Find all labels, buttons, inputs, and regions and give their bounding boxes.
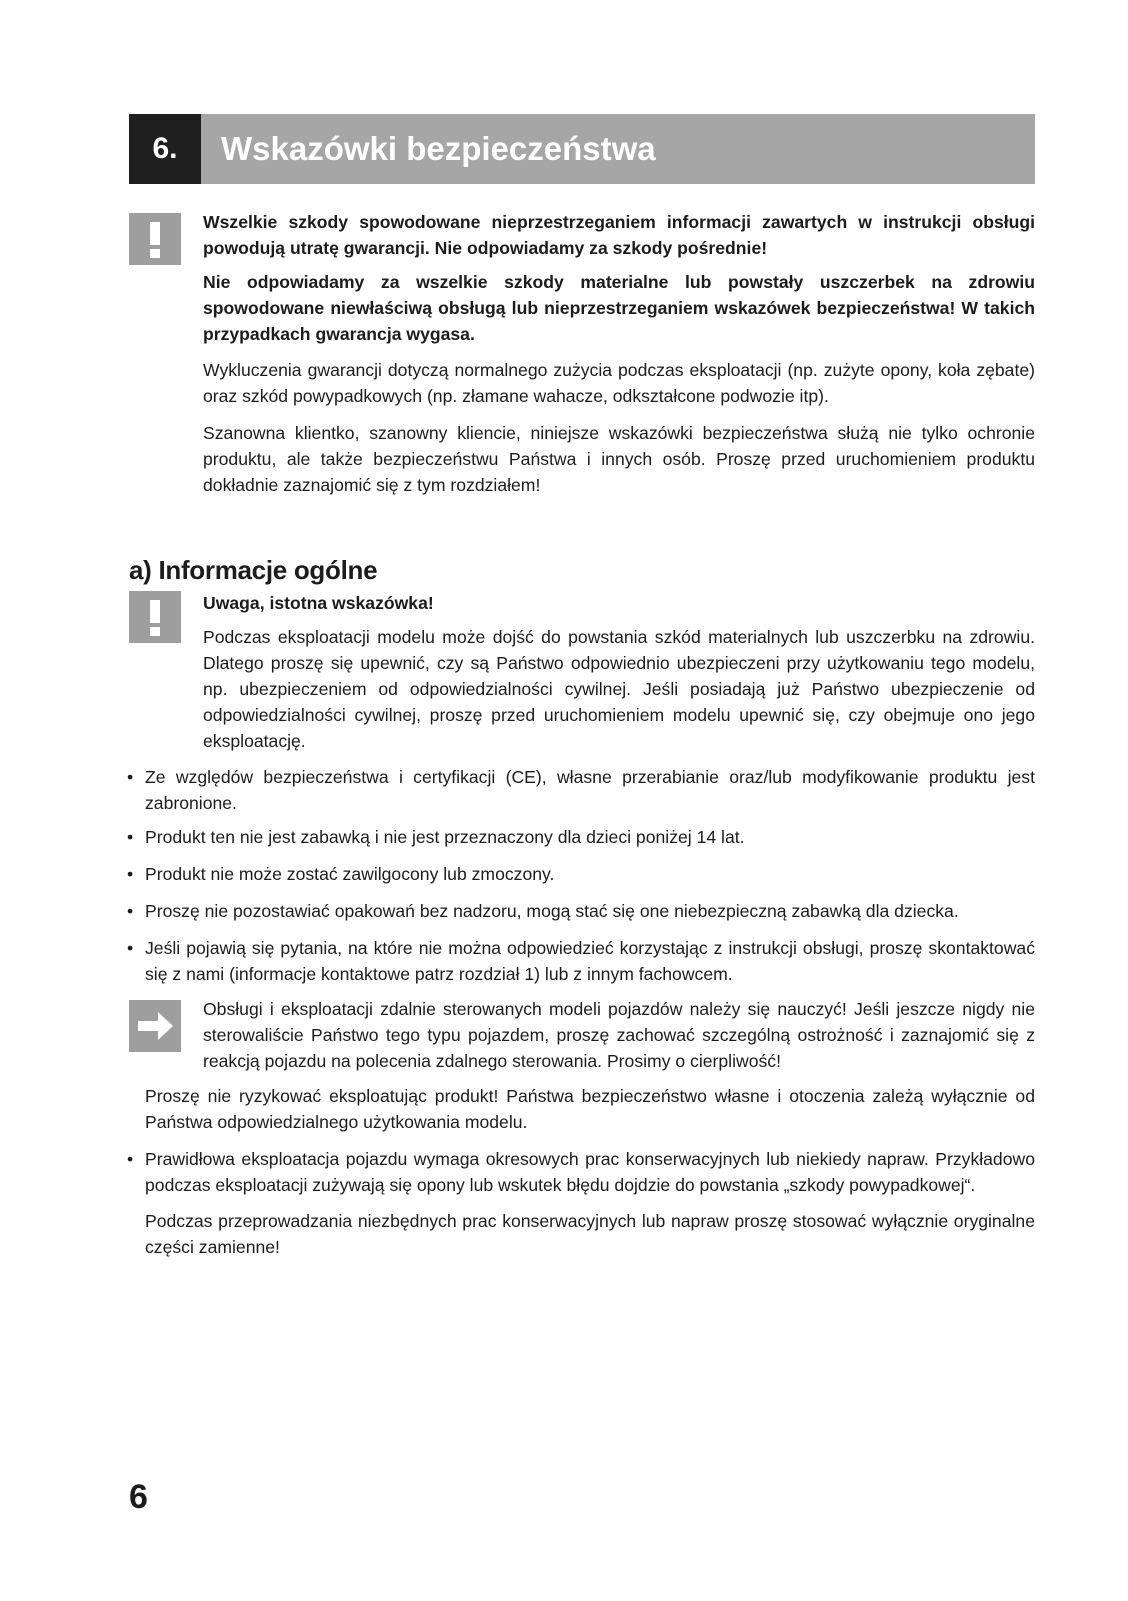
list-item bbox=[127, 861, 1035, 887]
bullet-marker: • bbox=[127, 827, 134, 847]
list-item bbox=[127, 935, 1035, 987]
list-item-text: Proszę nie pozostawiać opakowań bez nadzoru, mogą stać się one niebezpieczną zabawką dla dziecka. bbox=[145, 901, 959, 921]
bullet-marker: • bbox=[127, 1149, 134, 1169]
warranty-loss-paragraph: Wszelkie szkody spowodowane nieprzestrzeganiem informacji zawartych w instrukcji obsługi powodują utratę gwarancji. Nie odpowiadamy za szkody pośrednie! bbox=[203, 212, 1035, 258]
spare-parts-paragraph: Podczas przeprowadzania niezbędnych prac konserwacyjnych lub napraw proszę stosować wyłącznie oryginalne części zamienne! bbox=[145, 1211, 1035, 1257]
exclamation-icon bbox=[129, 591, 181, 643]
bullet-marker: • bbox=[127, 767, 134, 787]
bullet-marker: • bbox=[127, 901, 134, 921]
exclamation-icon bbox=[129, 213, 181, 265]
customer-address-paragraph: Szanowna klientko, szanowny kliencie, niniejsze wskazówki bezpieczeństwa służą nie tylko ochronie produktu, ale także bezpieczeństwu Państwa i innych osób. Proszę przed uruchomieniem produktu dokładnie zaznajomić się z tym rozdziałem! bbox=[203, 423, 1035, 495]
page-number: 6 bbox=[129, 1478, 148, 1516]
important-note-title: Uwaga, istotna wskazówka! bbox=[203, 593, 434, 613]
subsection-heading: a) Informacje ogólne bbox=[129, 555, 378, 585]
list-item-text: Prawidłowa eksploatacja pojazdu wymaga okresowych prac konserwacyjnych lub niekiedy napraw. Przykładowo podczas eksploatacji zużywają się opony lub wskutek błędu dojdzie do powstania „szkody powypadkowej“. bbox=[145, 1149, 1035, 1195]
list-item-text: Ze względów bezpieczeństwa i certyfikacji (CE), własne przerabianie oraz/lub modyfikowanie produktu jest zabronione. bbox=[145, 767, 1035, 813]
liability-paragraph: Nie odpowiadamy za wszelkie szkody materialne lub powstały uszczerbek na zdrowiu spowodowane niewłaściwą obsługą lub nieprzestrzeganiem wskazówek bezpieczeństwa! W takich przypadkach gwarancja wygasa. bbox=[203, 272, 1035, 344]
section-title: Wskazówki bezpieczeństwa bbox=[201, 114, 1035, 184]
section-number: 6. bbox=[129, 114, 201, 184]
driving-tip-paragraph: Obsługi i eksploatacji zdalnie sterowanych modeli pojazdów należy się nauczyć! Jeśli jeszcze nigdy nie sterowaliście Państwo tego typu pojazdem, proszę zachować szczególną ostrożność i zaznajomić się z reakcją pojazdu na polecenia zdalnego sterowania. Prosimy o cierpliwość! bbox=[203, 999, 1035, 1071]
risk-paragraph: Proszę nie ryzykować eksploatując produkt! Państwa bezpieczeństwo własne i otoczenia zależą wyłącznie od Państwa odpowiedzialnego użytkowania modelu. bbox=[145, 1086, 1035, 1132]
list-item bbox=[127, 824, 1035, 850]
section-header bbox=[129, 114, 1035, 184]
list-item bbox=[127, 898, 1035, 924]
list-item bbox=[127, 1146, 1035, 1198]
insurance-paragraph: Podczas eksploatacji modelu może dojść do powstania szkód materialnych lub uszczerbku na zdrowiu. Dlatego proszę się upewnić, czy są Państwo odpowiednio ubezpieczeni przy użytkowaniu tego modelu, np. ubezpieczeniem od odpowiedzialności cywilnej. Jeśli posiadają już Państwo ubezpieczenie od odpowiedzialności cywilnej, proszę przed uruchomieniem modelu upewnić się, czy obejmuje ono jego eksploatację. bbox=[203, 627, 1035, 751]
warranty-exclusions-paragraph: Wykluczenia gwarancji dotyczą normalnego zużycia podczas eksploatacji (np. zużyte opony, koła zębate) oraz szkód powypadkowych (np. złamane wahacze, odkształcone podwozie itp). bbox=[203, 360, 1035, 406]
list-item-text: Produkt ten nie jest zabawką i nie jest przeznaczony dla dzieci poniżej 14 lat. bbox=[145, 827, 745, 847]
bullet-marker: • bbox=[127, 938, 134, 958]
bullet-marker: • bbox=[127, 864, 134, 884]
list-item-text: Jeśli pojawią się pytania, na które nie można odpowiedzieć korzystając z instrukcji obsługi, proszę skontaktować się z nami (informacje kontaktowe patrz rozdział 1) lub z innym fachowcem. bbox=[145, 938, 1035, 984]
list-item bbox=[127, 764, 1035, 816]
arrow-right-icon bbox=[129, 1000, 181, 1052]
list-item-text: Produkt nie może zostać zawilgocony lub zmoczony. bbox=[145, 864, 555, 884]
